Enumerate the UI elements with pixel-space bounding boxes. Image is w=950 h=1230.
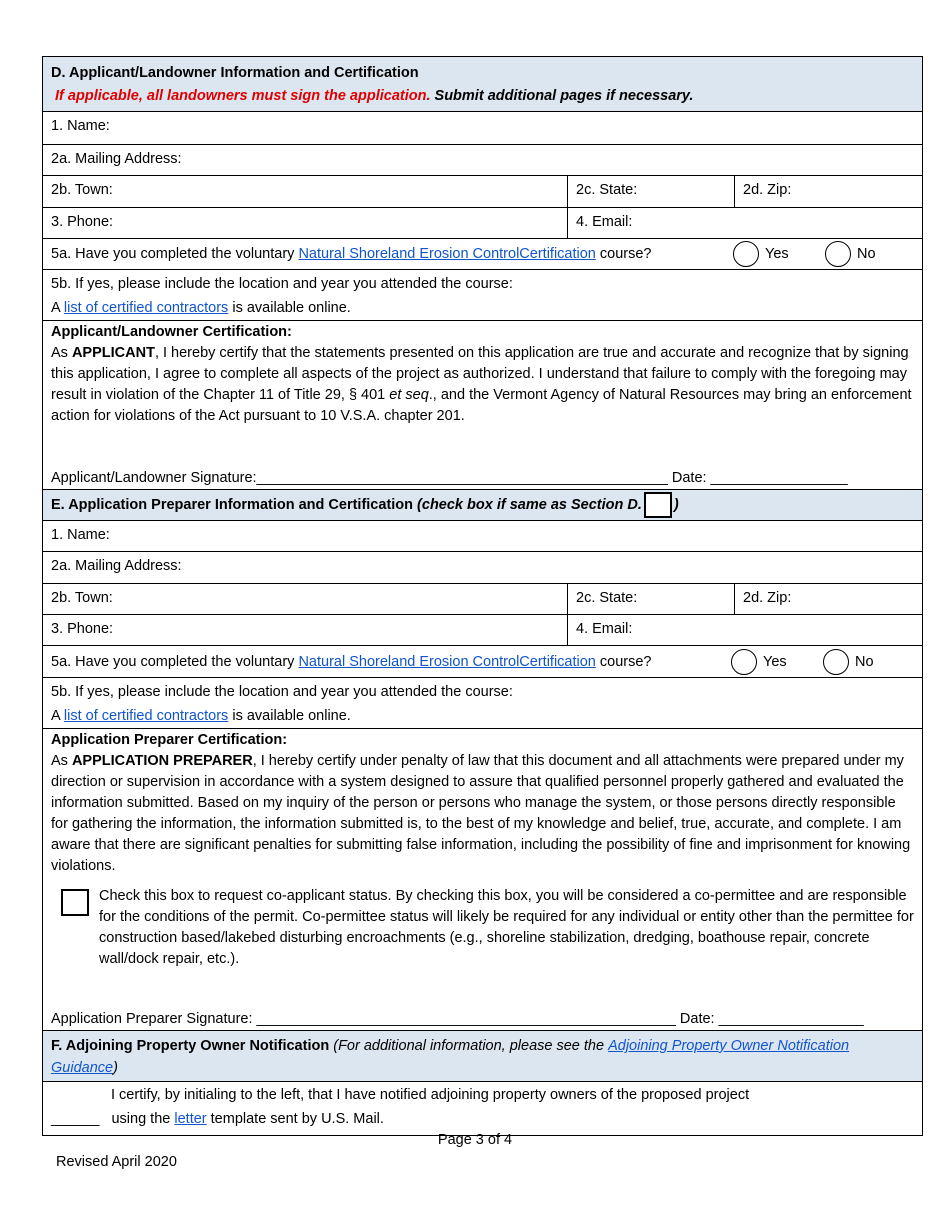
e-town-label: 2b. Town: <box>51 590 113 606</box>
d-state-label: 2c. State: <box>576 182 638 198</box>
e-town-row <box>43 584 922 615</box>
f-cert-line1: I certify, by initialing to the left, that I have notified adjoining property owners of the proposed project <box>111 1087 750 1103</box>
e-phone-row <box>43 615 922 646</box>
d-no-option[interactable] <box>825 241 876 267</box>
d-q5a-row <box>43 239 922 270</box>
landowner-sign-note: If applicable, all landowners must sign the application. <box>55 88 431 104</box>
e-q5a-suffix: course? <box>599 653 652 670</box>
f-cert-line2-prefix: using the <box>111 1111 171 1127</box>
additional-pages-note: Submit additional pages if necessary. <box>434 88 694 104</box>
e-mailing-row[interactable] <box>43 552 922 584</box>
e-signature-line[interactable]: Application Preparer Signature: ____________________________________________________ <box>51 1011 676 1027</box>
revision-date: Revised April 2020 <box>56 1154 177 1170</box>
co-applicant-checkbox[interactable] <box>61 889 89 916</box>
section-f-cert-row <box>43 1082 922 1136</box>
e-zip-field[interactable] <box>735 584 922 614</box>
e-list-prefix: A <box>51 708 60 724</box>
e-list-suffix: is available online. <box>232 708 351 724</box>
e-mailing-label: 2a. Mailing Address: <box>51 558 182 574</box>
e-email-field[interactable] <box>568 615 922 645</box>
d-certification-block <box>43 321 922 490</box>
e-state-field[interactable] <box>568 584 735 614</box>
e-q5a-row <box>43 646 922 678</box>
d-cert-text: As APPLICANT, I hereby certify that the statements presented on this application are true and accurate and recognize that by signing this application, I agree to complete all aspects of the project as authorized. I understand that failure to comply with the foregoing may result in violation of the Chapter 11 of Title 29, § 401 et seq., and the Vermont Agency of Natural Resources may bring an enforcement action for violations of the Act pursuant to 10 V.S.A. chapter 201. <box>51 345 912 424</box>
d-yes-label: Yes <box>765 246 789 262</box>
e-q5a-prefix: 5a. Have you completed the voluntary <box>51 653 295 670</box>
e-phone-field[interactable] <box>43 615 568 645</box>
d-name-row[interactable] <box>43 112 922 145</box>
e-email-label: 4. Email: <box>576 621 633 637</box>
d-q5a-prefix: 5a. Have you completed the voluntary <box>51 246 295 262</box>
section-e-note: (check box if same as Section D. <box>417 496 642 513</box>
e-date-line[interactable]: Date: __________________ <box>679 1011 864 1027</box>
d-shoreland-cert-link[interactable]: Natural Shoreland Erosion ControlCertification <box>298 246 596 262</box>
d-phone-label: 3. Phone: <box>51 214 114 230</box>
e-phone-label: 3. Phone: <box>51 621 114 637</box>
e-zip-label: 2d. Zip: <box>743 590 792 606</box>
section-f-note: (For additional information, please see the <box>333 1038 605 1054</box>
e-name-row[interactable] <box>43 521 922 552</box>
d-zip-field[interactable] <box>735 176 922 207</box>
d-no-label: No <box>857 246 876 262</box>
d-q5b-label: 5b. If yes, please include the location and year you attended the course: <box>51 276 513 292</box>
f-cert-line2-suffix: template sent by U.S. Mail. <box>210 1111 384 1127</box>
section-e-header <box>43 490 922 521</box>
d-name-label: 1. Name: <box>51 118 110 134</box>
e-town-field[interactable] <box>43 584 568 614</box>
d-mailing-row[interactable] <box>43 145 922 176</box>
page-number: Page 3 of 4 <box>437 1132 513 1148</box>
application-form <box>42 56 923 1136</box>
adjoining-guidance-link[interactable]: Adjoining Property Owner Notification Guidance <box>51 1038 850 1076</box>
d-zip-label: 2d. Zip: <box>743 182 792 198</box>
section-e-note-close: ) <box>673 496 679 513</box>
d-list-prefix: A <box>51 300 60 316</box>
e-cert-text: As APPLICATION PREPARER, I hereby certify under penalty of law that this document and all attachments were prepared under my direction or supervision in accordance with a system designed to assure that qualified personnel properly gathered and evaluated the information submitted. Based on my inquiry of the person or persons who manage the system, or those persons directly responsible for gathering the information, the information submitted is, to the best of my knowledge and belief, true, accurate, and complete. I am aware that there are significant penalties for submitting false information, including the possibility of fine and imprisonment for knowing violations. <box>51 753 911 874</box>
d-date-line[interactable]: Date: _________________ <box>671 470 848 486</box>
e-no-label: No <box>855 653 874 670</box>
co-applicant-text: Check this box to request co-applicant status. By checking this box, you will be considered a co-permittee and are responsible for the conditions of the permit. Co-permittee status will likely be required for any individual or entity other than the permittee for construction based/lakebed disturbing encroachments (e.g., shoreline stabilization, dredging, boathouse repair, concrete wall/dock repair, etc.). <box>99 888 914 967</box>
d-contractors-link[interactable]: list of certified contractors <box>63 300 229 316</box>
d-no-radio[interactable] <box>825 241 851 267</box>
section-d-header <box>43 57 922 112</box>
e-shoreland-cert-link[interactable]: Natural Shoreland Erosion ControlCertification <box>298 653 596 670</box>
e-yes-label: Yes <box>763 653 787 670</box>
d-mailing-label: 2a. Mailing Address: <box>51 151 182 167</box>
e-cert-title: Application Preparer Certification: <box>51 732 288 748</box>
d-q5a-suffix: course? <box>599 246 652 262</box>
d-email-label: 4. Email: <box>576 214 633 230</box>
d-town-label: 2b. Town: <box>51 182 113 198</box>
section-f-header <box>43 1031 922 1082</box>
initials-blank[interactable]: ______ <box>51 1111 100 1127</box>
e-name-label: 1. Name: <box>51 527 110 543</box>
e-q5b-row[interactable] <box>43 678 922 729</box>
e-state-label: 2c. State: <box>576 590 638 606</box>
section-f-note-close: ) <box>113 1060 118 1076</box>
e-contractors-link[interactable]: list of certified contractors <box>63 708 229 724</box>
e-no-radio[interactable] <box>823 649 849 675</box>
d-yes-option[interactable] <box>733 241 825 267</box>
e-q5b-label: 5b. If yes, please include the location and year you attended the course: <box>51 684 513 700</box>
d-list-suffix: is available online. <box>232 300 351 316</box>
d-phone-row <box>43 208 922 239</box>
e-certification-block <box>43 729 922 1031</box>
d-town-row <box>43 176 922 208</box>
section-d-title: D. Applicant/Landowner Information and Certification <box>51 65 419 81</box>
d-email-field[interactable] <box>568 208 922 238</box>
d-state-field[interactable] <box>568 176 735 207</box>
d-town-field[interactable] <box>43 176 568 207</box>
e-no-option[interactable] <box>823 649 874 675</box>
same-as-d-checkbox[interactable] <box>644 492 672 518</box>
d-phone-field[interactable] <box>43 208 568 238</box>
e-yes-radio[interactable] <box>731 649 757 675</box>
d-cert-title: Applicant/Landowner Certification: <box>51 324 292 340</box>
section-f-title: F. Adjoining Property Owner Notification <box>51 1038 330 1054</box>
e-yes-option[interactable] <box>731 649 823 675</box>
letter-template-link[interactable]: letter <box>174 1111 207 1127</box>
d-yes-radio[interactable] <box>733 241 759 267</box>
d-signature-line[interactable]: Applicant/Landowner Signature:___________________________________________________ <box>51 470 668 486</box>
section-e-title: E. Application Preparer Information and Certification <box>51 496 414 513</box>
d-q5b-row[interactable] <box>43 270 922 321</box>
